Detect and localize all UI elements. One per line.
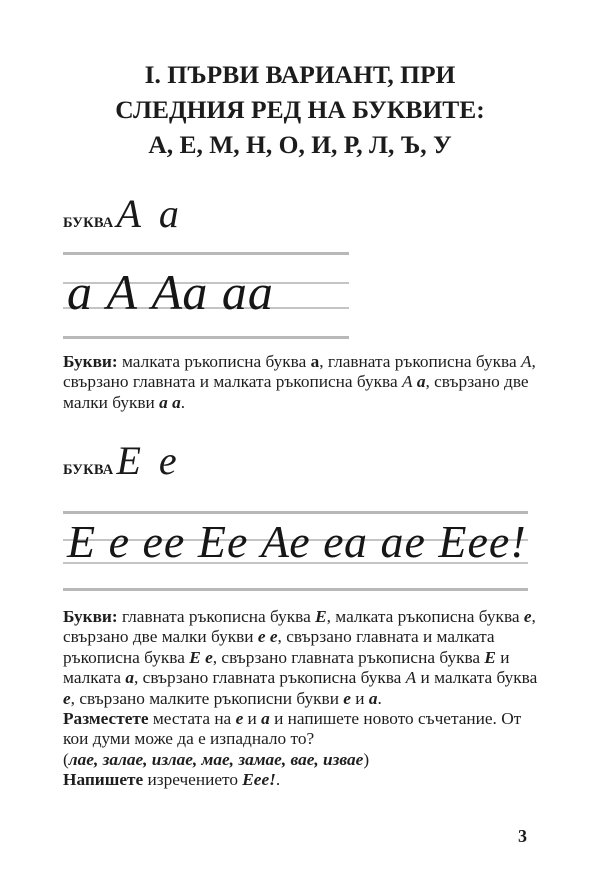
chapter-title-line-1: I. ПЪРВИ ВАРИАНТ, ПРИ [144, 60, 456, 89]
chapter-title-line-2: СЛЕДНИЯ РЕД НА БУКВИТЕ: [115, 95, 485, 124]
text: и напишете новото съчетание. От кои думи може да е изпаднало то? [63, 709, 522, 749]
letter: Е е [189, 647, 213, 667]
chapter-title [0, 57, 600, 162]
task-lead-write: Напишете [63, 770, 144, 790]
example-words: лае, залае, излае, мае, замае, вае, изваe [68, 749, 364, 769]
handwriting-lines-a [63, 252, 349, 342]
letter-label: БУКВА [63, 215, 114, 231]
sentence: Еее! [242, 770, 276, 790]
letter-heading-a [63, 190, 183, 237]
letter: а [368, 688, 378, 708]
letter: е [235, 709, 244, 729]
letter: а [416, 372, 426, 392]
ruled-line [63, 588, 528, 591]
lead-label: Букви: [63, 607, 118, 626]
handwriting-lines-e [63, 511, 528, 593]
letter-heading-e [63, 437, 181, 484]
text: местата на [148, 709, 236, 729]
task-lead-rearrange: Разместете [63, 709, 149, 729]
letters-description-a [63, 352, 543, 413]
practice-cursive-text: Е е ее Ее Ае еа ае Еее! [67, 516, 527, 567]
letter: А [401, 372, 417, 392]
text: малката ръкописна буква [117, 352, 311, 371]
text: , свързано главната ръкописна буква [134, 668, 406, 688]
text: , свързано две малки букви [63, 372, 529, 412]
text: , свързано главната ръкописна буква [212, 647, 485, 667]
letter: Е [315, 607, 327, 626]
page-number: 3 [518, 826, 527, 846]
text: и малката буква [416, 668, 538, 688]
lead-label: Букви: [63, 352, 118, 371]
letter: е [523, 607, 532, 626]
text: , малката ръкописна буква [326, 607, 524, 626]
letter: А [405, 668, 417, 688]
ruled-line [63, 252, 349, 255]
text: , свързано две малки букви [63, 607, 536, 647]
letter: а [310, 352, 320, 371]
text: и малката [63, 647, 510, 688]
text: , главната ръкописна буква [319, 352, 521, 371]
letter-label: БУКВА [63, 462, 114, 478]
letter: а [261, 709, 270, 729]
text: ) [363, 749, 370, 769]
letter: е [63, 688, 71, 708]
cursive-letter-sample: А а [116, 191, 183, 236]
letter: а а [159, 392, 181, 412]
ruled-line [63, 336, 349, 339]
letter: А [520, 352, 532, 371]
letter: е [343, 688, 351, 708]
text: и [243, 709, 262, 729]
text: , свързано малките ръкописни букви [70, 688, 344, 708]
ruled-line [63, 511, 528, 514]
letter: е е [257, 627, 278, 647]
text: и [350, 688, 369, 708]
text: . [275, 770, 281, 790]
cursive-letter-sample: Е е [116, 438, 181, 483]
text: . [377, 688, 382, 708]
text: , свързано главната и малката ръкописна буква [63, 352, 536, 392]
letter: а [125, 668, 135, 688]
text: , свързано главната и малката ръкописна буква [63, 627, 495, 667]
letter: Е [484, 647, 496, 667]
letters-description-e [63, 607, 543, 791]
text: главната ръкописна буква [117, 607, 316, 626]
chapter-title-line-3: А, Е, М, Н, О, И, Р, Л, Ъ, У [148, 130, 452, 159]
practice-cursive-text: а А Аа аа [67, 264, 274, 320]
text: . [180, 392, 186, 412]
text: ( [63, 749, 69, 769]
text: изречението [143, 770, 243, 790]
